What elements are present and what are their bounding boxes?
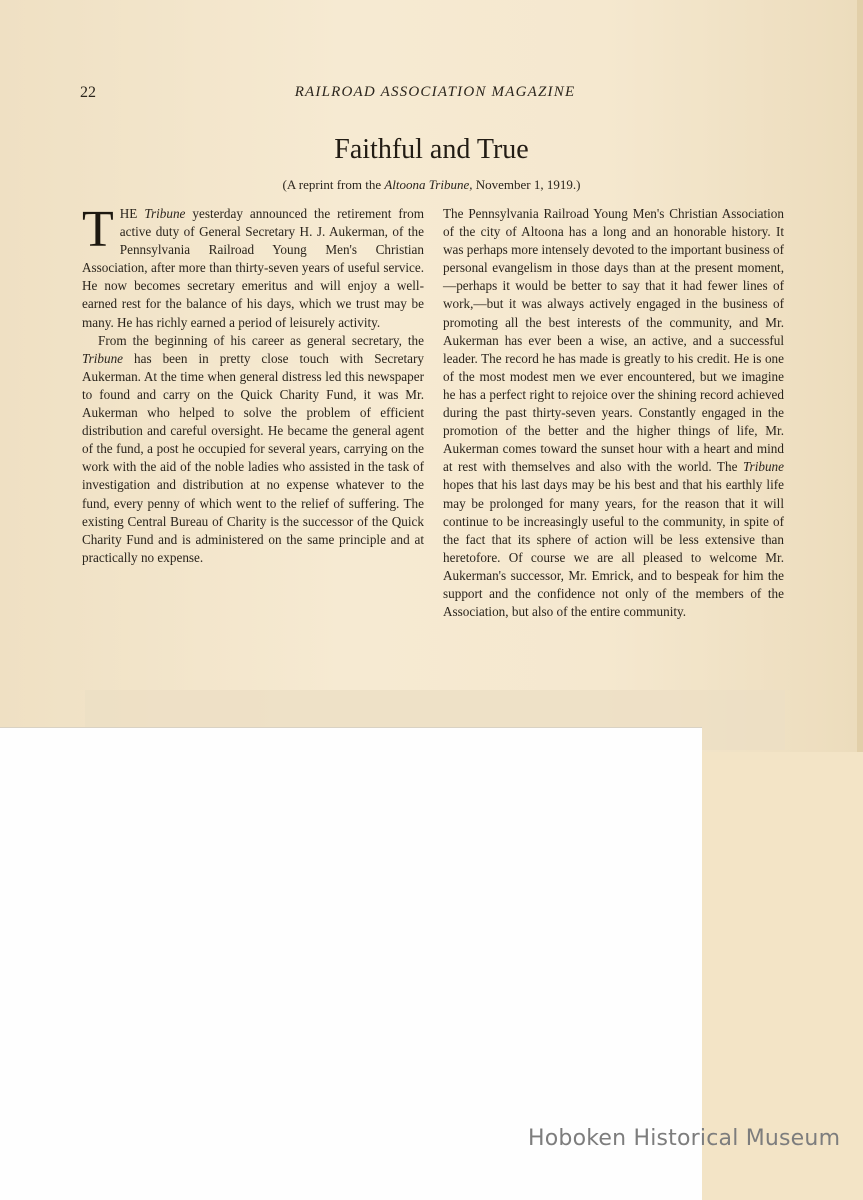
subtitle-source: Altoona Tribune, bbox=[384, 177, 473, 192]
running-title: RAILROAD ASSOCIATION MAGAZINE bbox=[294, 84, 576, 100]
p3-tribune: Tribune bbox=[742, 459, 784, 475]
column-left bbox=[82, 201, 424, 567]
subtitle-suffix: November 1, 1919.) bbox=[472, 177, 581, 192]
column-right bbox=[443, 205, 784, 621]
p1-text-a: HE bbox=[119, 206, 145, 221]
article-subtitle bbox=[0, 177, 863, 193]
p1-text-b: yesterday announced the retirement from active duty of General Secretary H. J. Aukerman, of the Pennsylvania Railroad Young Men's Christian Association, after more than thirty-seven years of useful service. He now becomes secretary emeritus and will enjoy a well-earned rest for the balance of his days, which we trust may be many. He has richly earned a period of leisurely activity. bbox=[82, 206, 424, 330]
p2-text-a: From the beginning of his career as general secretary, the bbox=[98, 332, 424, 348]
p2-text-b: has been in pretty close touch with Secretary Aukerman. At the time when general distress led this newspaper to found and carry on the Quick Charity Fund, it was Mr. Aukerman who helped to solve the problem of efficient distribution and careful oversight. He became the general agent of the fund, a post he occupied for several years, carrying on the work with the aid of the noble ladies who assisted in the task of investigation and distribution at no expense whatever to the fund, every penny of which went to the relief of suffering. The existing Central Bureau of Charity is the successor of the Quick Charity Fund and is administered on the same principle and at practically no expense. bbox=[82, 350, 424, 565]
museum-watermark: Hoboken Historical Museum bbox=[528, 1126, 841, 1151]
p2-tribune: Tribune bbox=[82, 350, 124, 366]
p1-tribune: Tribune bbox=[144, 206, 186, 221]
dropcap: T bbox=[82, 201, 114, 258]
article-title: Faithful and True bbox=[334, 134, 529, 165]
paragraph-3 bbox=[443, 205, 784, 621]
paragraph-1 bbox=[82, 201, 424, 332]
subtitle-prefix: (A reprint from the bbox=[282, 177, 385, 192]
p3-text-a: The Pennsylvania Railroad Young Men's Christian Association of the city of Altoona has a long and an honorable history. It was perhaps more intensely devoted to the important business of personal evangelism in those days than at the present moment,—perhaps it would be better to say that it had fewer lines of work,—but it was always actively engaged in the business of promoting all the best interests of the community, and Mr. Aukerman has ever been a wise, an active, and a successful leader. The record he has made is greatly to his credit. He is one of the most modest men we ever encountered, but we imagine he has a perfect right to rejoice over the shining record achieved during the past thirty-seven years. Constantly engaged in the promotion of the better and the higher things of life, Mr. Aukerman comes toward the sunset hour with a heart and mind at rest with themselves and also with the world. The bbox=[443, 206, 784, 475]
page-header bbox=[0, 84, 863, 106]
p3-text-b: hopes that his last days may be his best and that his earthly life may be prolonged for many years, for the reason that it will continue to be increasingly useful to the community, in spite of the fact that its sphere of action will be less extensive than heretofore. Of course we are all pleased to welcome Mr. Aukerman's successor, Mr. Emrick, and to bespeak for him the support and the confidence not only of the members of the Association, but also of the entire community. bbox=[443, 477, 784, 620]
paragraph-2 bbox=[82, 332, 424, 567]
page-number: 22 bbox=[80, 84, 96, 101]
